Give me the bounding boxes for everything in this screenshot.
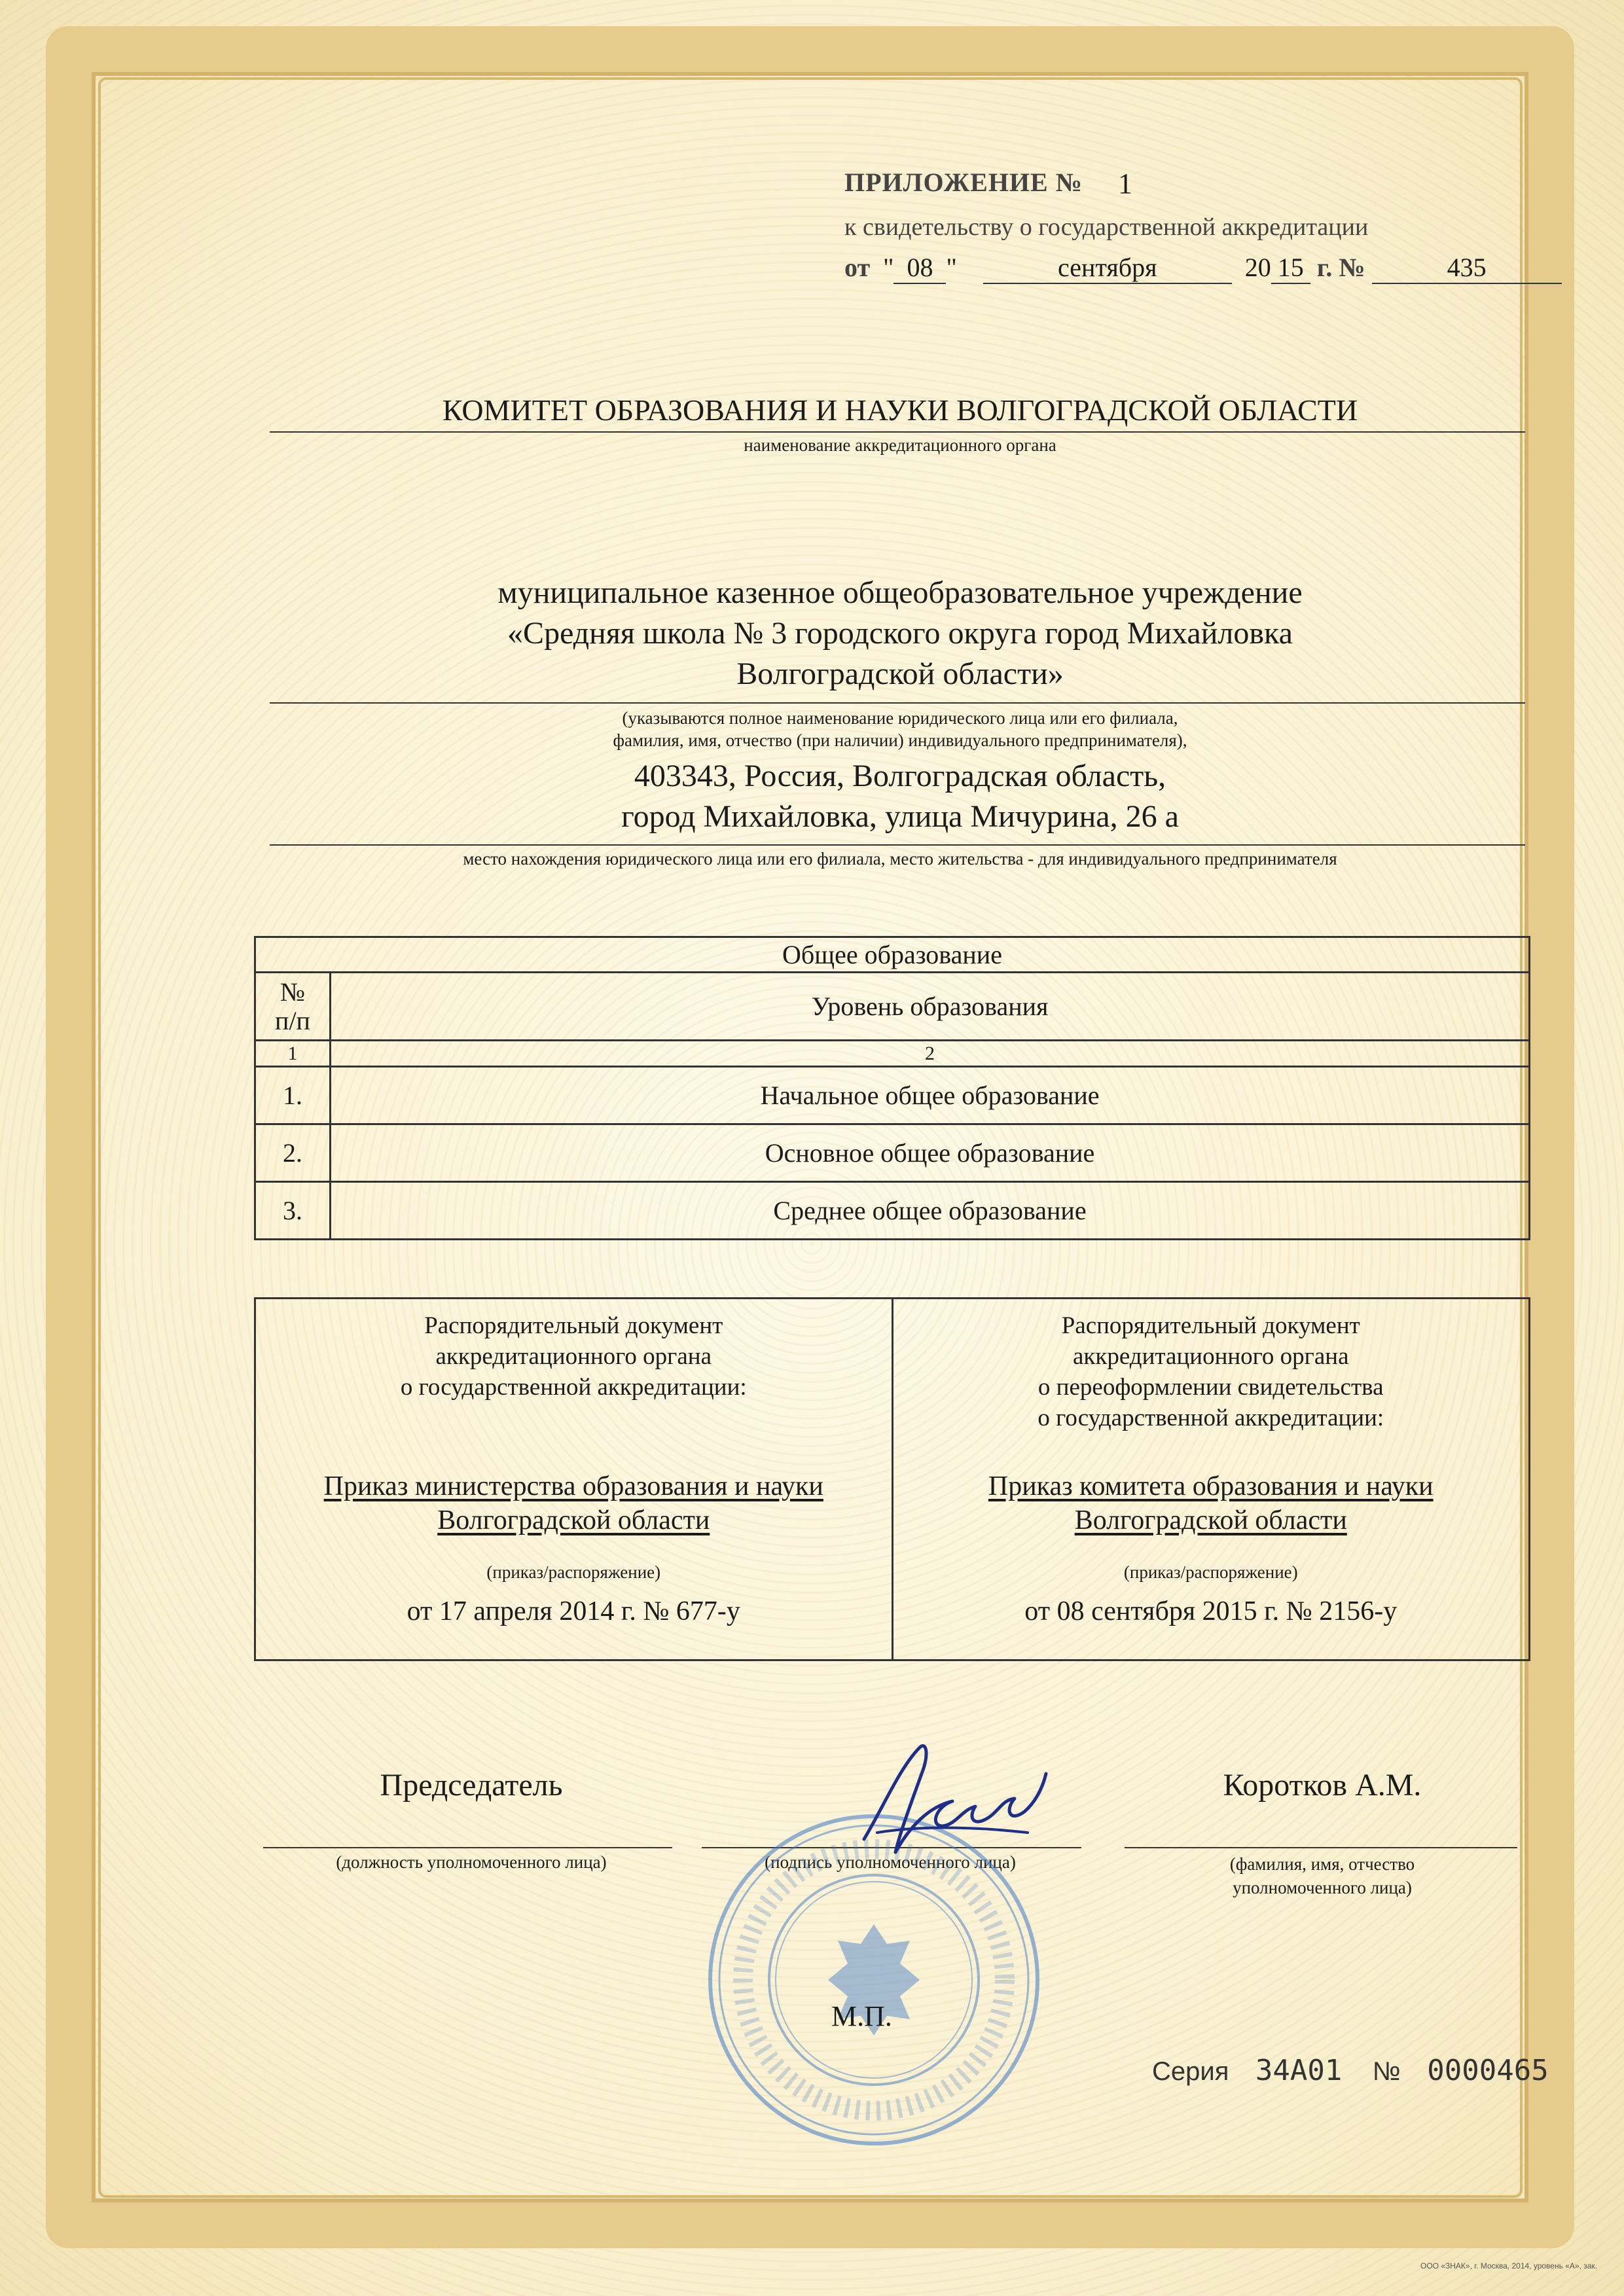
- number-value: 0000465: [1427, 2054, 1549, 2087]
- handwritten-signature: [838, 1728, 1054, 1878]
- col-index-1: 1: [255, 1041, 331, 1067]
- organization-caption-line-2: фамилия, имя, отчество (при наличии) индивидуального предпринимателя),: [613, 730, 1187, 750]
- series-value: 34А01: [1255, 2054, 1343, 2087]
- col-index-2: 2: [331, 1041, 1530, 1067]
- position-caption: (должность уполномоченного лица): [336, 1852, 607, 1872]
- left-doc-name-1: Приказ министерства образования и науки: [323, 1471, 823, 1501]
- appendix-to-certificate: к свидетельству о государственной аккредитации: [844, 213, 1369, 241]
- right-doc-date: от 08 сентября 2015 г. № 2156-у: [1024, 1596, 1398, 1626]
- signatory-name: Коротков А.М.: [1223, 1768, 1422, 1803]
- position-underline: [263, 1847, 672, 1848]
- row-level: Среднее общее образование: [331, 1182, 1530, 1240]
- date-year-label: г. №: [1316, 253, 1365, 282]
- right-doc-type: (приказ/распоряжение): [1123, 1562, 1298, 1582]
- right-doc-header-2: аккредитационного органа: [1072, 1343, 1349, 1370]
- appendix-title: ПРИЛОЖЕНИЕ №: [844, 168, 1083, 197]
- appendix-number: 1: [1118, 168, 1132, 200]
- signature-caption: (подпись уполномоченного лица): [765, 1852, 1016, 1872]
- name-caption-line-2: уполномоченного лица): [1233, 1878, 1412, 1897]
- certificate-date-row: от " 08 " сентября 20 15 г. № 435: [844, 252, 1562, 284]
- row-level: Начальное общее образование: [331, 1067, 1530, 1124]
- administrative-documents-table: [254, 1297, 1530, 1661]
- organization-line-2: «Средняя школа № 3 городского округа город Михайловка: [507, 616, 1293, 651]
- right-doc-header-3: о переоформлении свидетельства: [1038, 1374, 1384, 1401]
- row-num: 3.: [255, 1182, 331, 1240]
- left-doc-name-2: Волгоградской области: [437, 1505, 710, 1535]
- address-caption: место нахождения юридического лица или его филиала, место жительства - для индивидуального предпринимателя: [463, 849, 1337, 869]
- signatory-position: Председатель: [380, 1768, 563, 1803]
- organization-line-1: муниципальное казенное общеобразовательное учреждение: [497, 575, 1303, 610]
- reissue-document-cell: [892, 1299, 1530, 1660]
- date-day: 08: [893, 252, 946, 284]
- date-year-suffix: 15: [1271, 252, 1310, 284]
- form-series-number: [1152, 2054, 1549, 2087]
- name-underline: [1125, 1847, 1517, 1848]
- left-doc-header-2: аккредитационного органа: [435, 1343, 712, 1370]
- left-doc-type: (приказ/распоряжение): [486, 1562, 661, 1582]
- col-level-header: Уровень образования: [331, 973, 1530, 1041]
- organization-caption-line-1: (указываются полное наименование юридического лица или его филиала,: [622, 708, 1178, 728]
- printer-imprint: ООО «ЗНАК», г. Москва, 2014, уровень «А», зак.: [1420, 2261, 1597, 2270]
- right-doc-header-1: Распорядительный документ: [1061, 1312, 1360, 1339]
- table-row: [255, 1067, 1530, 1124]
- left-doc-header-1: Распорядительный документ: [424, 1312, 723, 1339]
- authority-name: КОМИТЕТ ОБРАЗОВАНИЯ И НАУКИ ВОЛГОГРАДСКОЙ ОБЛАСТИ: [442, 393, 1358, 427]
- right-doc-name-2: Волгоградской области: [1074, 1505, 1347, 1535]
- name-caption-line-1: (фамилия, имя, отчество: [1229, 1854, 1415, 1874]
- authority-underline: [270, 431, 1525, 433]
- left-doc-date: от 17 апреля 2014 г. № 677-у: [406, 1596, 740, 1626]
- organization-caption: [275, 707, 1525, 751]
- row-level: Основное общее образование: [331, 1124, 1530, 1182]
- authority-caption: наименование аккредитационного органа: [744, 435, 1056, 455]
- date-month: сентября: [983, 252, 1232, 284]
- education-levels-table: [254, 936, 1530, 1240]
- series-label: Серия: [1152, 2057, 1229, 2086]
- number-label: №: [1372, 2057, 1401, 2086]
- organization-line-3: Волгоградской области»: [736, 656, 1064, 691]
- organization-underline: [270, 702, 1525, 704]
- organization-name: [275, 573, 1525, 694]
- table-row: [255, 1182, 1530, 1240]
- accreditation-document-cell: [255, 1299, 893, 1660]
- name-caption: [1126, 1852, 1519, 1899]
- row-num: 1.: [255, 1067, 331, 1124]
- organization-address: [275, 756, 1525, 837]
- table-row: [255, 1124, 1530, 1182]
- date-year-prefix: 20: [1244, 253, 1271, 282]
- certificate-number: 435: [1372, 252, 1562, 284]
- address-underline: [270, 844, 1525, 846]
- right-doc-name-1: Приказ комитета образования и науки: [988, 1471, 1434, 1501]
- stamp-place-label: М.П.: [831, 2000, 892, 2032]
- education-table-title: Общее образование: [255, 937, 1530, 973]
- date-prefix: от: [844, 253, 871, 282]
- row-num: 2.: [255, 1124, 331, 1182]
- left-doc-header-3: о государственной аккредитации:: [400, 1374, 747, 1401]
- col-num-header: № п/п: [255, 973, 331, 1041]
- address-line-2: город Михайловка, улица Мичурина, 26 а: [621, 799, 1179, 834]
- address-line-1: 403343, Россия, Волгоградская область,: [634, 759, 1166, 793]
- right-doc-header-4: о государственной аккредитации:: [1038, 1405, 1384, 1431]
